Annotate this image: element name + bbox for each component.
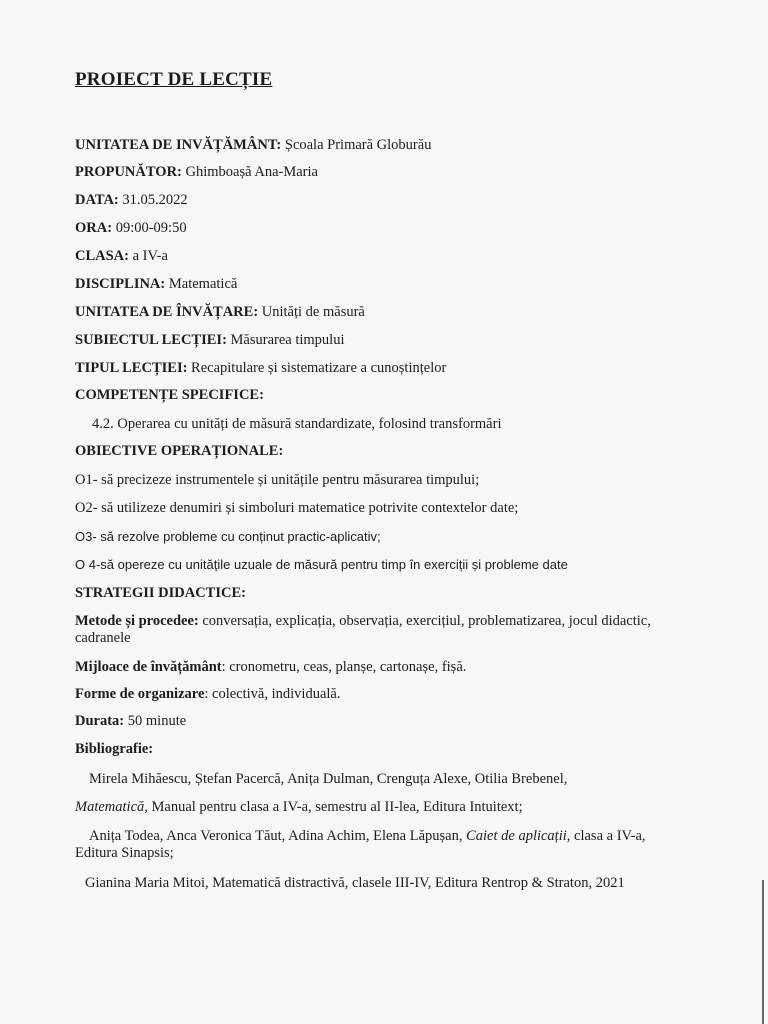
label: DISCIPLINA: [75, 276, 166, 292]
value: 50 minute [124, 713, 187, 729]
book-title: Caiet de aplicații [466, 828, 567, 844]
value: 09:00-09:50 [115, 220, 187, 236]
info-propunator [75, 164, 318, 181]
label: Forme de organizare [75, 686, 205, 702]
strategii-metode [75, 613, 695, 647]
competenta-item: 4.2. Operarea cu unități de măsură standardizate, folosind transformări [92, 416, 502, 432]
label: CLASA: [75, 248, 129, 264]
obiectiv-o2: O2- să utilizeze denumiri și simboluri matematice potrivite contextelor date; [75, 500, 519, 516]
value: Școala Primară Globurău [284, 137, 432, 153]
value: Măsurarea timpului [230, 332, 345, 348]
book-title: Matematică, [75, 799, 148, 815]
value: : colectivă, individuală. [204, 686, 341, 702]
scan-edge-shadow [762, 880, 764, 1024]
obiectiv-o3: O3- să rezolve probleme cu conținut practic-aplicativ; [75, 529, 381, 544]
bibliografie-item-3: Gianina Maria Mitoi, Matematică distractivă, clasele III-IV, Editura Rentrop & Straton, 2021 [85, 875, 625, 891]
strategii-mijloace [75, 659, 466, 676]
bibliografie-item-1-line-1: Mirela Mihăescu, Ștefan Pacercă, Anița Dulman, Crenguța Alexe, Otilia Brebenel, [89, 771, 568, 787]
strategii-durata [75, 713, 186, 730]
value: a IV-a [132, 248, 168, 264]
info-data [75, 192, 188, 209]
obiective-heading: OBIECTIVE OPERAȚIONALE: [75, 443, 284, 459]
label: UNITATEA DE ÎNVĂȚARE: [75, 304, 259, 320]
label: SUBIECTUL LECȚIEI: [75, 332, 227, 348]
obiectiv-o1: O1- să precizeze instrumentele și unitățile pentru măsurarea timpului; [75, 472, 480, 488]
value: 31.05.2022 [122, 192, 188, 208]
document-title: PROIECT DE LECȚIE [75, 69, 273, 90]
info-clasa [75, 248, 168, 265]
authors: Anița Todea, Anca Veronica Tăut, Adina Achim, Elena Lăpușan, [89, 828, 467, 844]
value: Unități de măsură [261, 304, 365, 320]
bibliografie-item-2-line-2: Editura Sinapsis; [75, 845, 174, 861]
obiectiv-o4-text: O 4-să opereze cu unitățile uzuale de măsură pentru timp în exerciții și probleme date [75, 557, 568, 572]
label: DATA: [75, 192, 119, 208]
obiectiv-o4 [75, 557, 568, 574]
label: TIPUL LECȚIEI: [75, 360, 188, 376]
value: : cronometru, ceas, planșe, cartonașe, fișă. [221, 659, 467, 675]
strategii-heading: STRATEGII DIDACTICE: [75, 585, 246, 601]
label: ORA: [75, 220, 113, 236]
value: Matematică [168, 276, 238, 292]
info-unitate-invatare [75, 304, 365, 321]
label: Metode și procedee: [75, 613, 199, 629]
label: PROPUNĂTOR: [75, 164, 182, 180]
bibliografie-item-2-line-1 [89, 828, 646, 845]
info-unitate-invatamant [75, 137, 431, 154]
label: UNITATEA DE INVĂȚĂMÂNT: [75, 137, 282, 153]
info-ora [75, 220, 187, 237]
info-subiect [75, 332, 345, 349]
value: Recapitulare și sistematizare a cunoștințelor [191, 360, 447, 376]
label: Durata: [75, 713, 125, 729]
value: conversația, explicația, observația, exercițiul, problematizarea, jocul didactic, cadranele [75, 613, 651, 646]
strategii-forme [75, 686, 340, 703]
info-disciplina [75, 276, 237, 293]
bibliografie-item-1-line-2 [75, 799, 523, 816]
book-details: , clasa a IV-a, [566, 828, 646, 844]
info-tip [75, 360, 446, 377]
value: Ghimboașă Ana-Maria [185, 164, 318, 180]
label: Mijloace de învățământ [75, 659, 222, 675]
competente-heading: COMPETENȚE SPECIFICE: [75, 387, 264, 403]
book-details: Manual pentru clasa a IV-a, semestru al II-lea, Editura Intuitext; [147, 799, 523, 815]
bibliografie-heading: Bibliografie: [75, 741, 154, 757]
